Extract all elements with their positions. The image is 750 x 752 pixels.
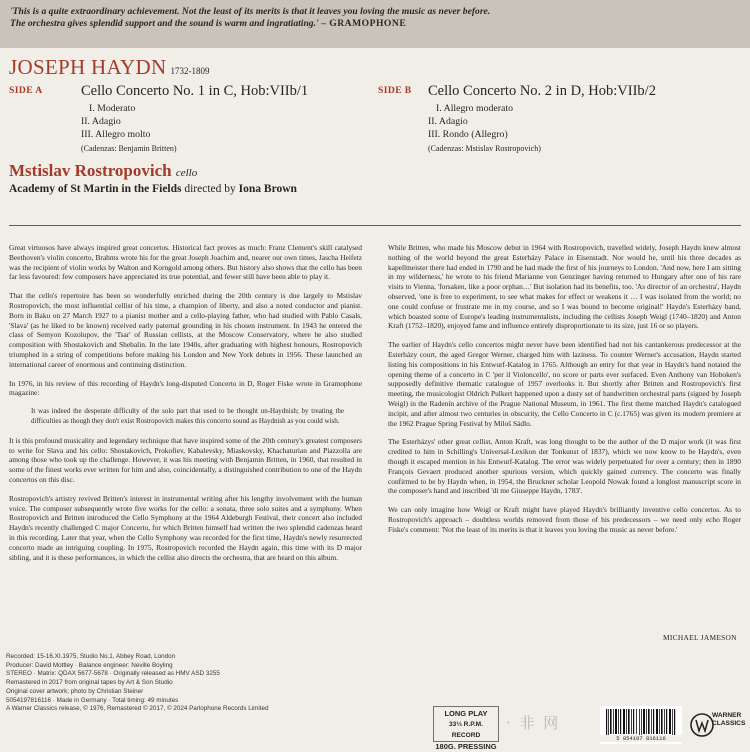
movement-item: II. Adagio: [428, 116, 468, 127]
orchestra-line: [9, 183, 297, 195]
movement-item: I. Allegro moderato: [436, 103, 513, 114]
credit-line: Original cover artwork; photo by Christian Steiner: [6, 687, 144, 695]
side-b-cadenzas: (Cadenzas: Mstislav Rostropovich): [428, 144, 541, 153]
block-quote: It was indeed the desperate difficulty of the solo part that used to be thought un-Haydnish; by treating the difficulties as though they don't exist Rostropovich makes this concerto sound as Haydnish as you could wish.: [31, 407, 344, 425]
movement-item: III. Rondo (Allegro): [428, 129, 508, 140]
paragraph: While Britten, who made his Moscow debut in 1964 with Rostropovich, travelled widely, Joseph Haydn knew almost nothing of the world beyond the great Esterházy Palace in Eisenstadt. Nor would he, until his three decades as kapellmeister there had ended in 1790 and he had made the first of his journeys to London. 'And now, here I am sitting in my wilderness,' he wrote to his friend Marianne von Genzinger having returned to Hungary after one of his rare visits to Vienna, 'forsaken, like a poor orphan…' But isolation had its benefits, too. 'As director of an orchestra', Haydn observed, 'one is free to experiment, to see what makes for effect or weakens it … I was isolated from the world; no one could confuse or frustrate me in my course, and so I was bound to become original!' Haydn's Esterházy band, which boasted some of Europe's leading instrumentalists, including the cellists Joseph Weigl (1740–1820) and Anton Kraft (1752–1820), enjoyed fame and influence entirely disproportionate to its size, just 16 or so players.: [388, 243, 741, 331]
lp-line: 180G. PRESSING: [435, 742, 497, 751]
composer-name: JOSEPH HAYDN: [9, 55, 167, 79]
paragraph: Rostropovich's artistry revived Britten's interest in instrumental writing after his lengthy involvement with the human voice. The composer subsequently wrote five works for the cello: a sonata, three solo suites and a symphony. When Rostropovich and Britten introduced the Cello Symphony at the 1964 Aldeburgh Festival, their concert also included Haydn's recently challenged C major Concerto, for which Britten himself had written the two splendid cadenzas heard in this recording. Later that year, when the Cello Symphony was recorded for the first time, Haydn's newly resurrected concerto made an intriguing coupling. In 1975, Rostropovich recorded the Haydn again, this time with its D major sibling, and it is these performances, in which the cellist also directs the orchestra, that are heard on this album.: [9, 493, 362, 562]
composer-heading: [9, 55, 209, 80]
directed-by: directed by: [184, 183, 236, 195]
credit-line: Producer: David Mottley · Balance engineer: Neville Boyling: [6, 661, 173, 669]
paragraph: The Esterházys' other great cellist, Anton Kraft, was long thought to be the author of the D major work (it was first credited to him in Schilling's Universal-Lexikon der Tonkunst of 1837), which we now know to be Haydn's, even though it escaped mention in his Entwurf-Katalog. The error was widely perpetuated for over a century; then in 1890 François Gevaert produced another spurious version, which quickly gained currency. The concerto was finally confirmed to be by Haydn when, in 1954, the Bruckner scholar Leopold Nowak found a longlost manuscript score in the composer's hand and inscribed 'di me Giuseppe Haydn, 1783'.: [388, 437, 741, 496]
quote-source: – GRAMOPHONE: [321, 18, 407, 29]
paragraph: That the cello's repertoire has been so wonderfully enriched during the 20th century is due largely to Mstislav Rostropovich, the most influential cellist of his time, a champion of liberty, and also a noted conductor and pianist. Born in Baku on 27 March 1927 to a pianist mother and a cello-playing father, who had studied with Pablo Casals, 'Slava' (as he liked to be known) received early paternal grounding in his chosen instrument. In 1943 he entered the class of Semyon Kozolupov, the 'Tsar' of Russian cellists, at the Moscow Conservatory, where he also studied composition with Shostakovich and Shebalin. In the late 1940s, after graduating with highest honours, Rostropovich triumphed in a string of competitions before making his London and New York debuts in 1956. These launched an international career of enormous and continuing distinction.: [9, 291, 362, 369]
recording-credits: [6, 653, 269, 714]
divider: [9, 225, 741, 226]
paragraph: Great virtuosos have always inspired great concertos. Historical fact proves as much: Franz Clement's skill catalysed Beethoven's violin concerto, Brahms wrote his for the great Joseph Joachim and, nearer our own times, Jascha Heifetz was the recipient of violin works by Walton and Korngold among others. But history also shows that the cello has been far less favoured: few composers have appreciated its true potential, and fewer still have been able to play it.: [9, 243, 362, 282]
movement-item: II. Adagio: [81, 116, 121, 127]
paragraph: In 1976, in his review of this recording of Haydn's long-disputed Concerto in D, Roger Fiske wrote in Gramophone magazine:: [9, 378, 362, 398]
movement-item: III. Allegro molto: [81, 129, 151, 140]
credit-line: Remastered in 2017 from original tapes by Art & Son Studio: [6, 679, 173, 687]
side-b-movements: [428, 102, 513, 141]
press-quote: [0, 0, 750, 48]
side-b-work-title: Cello Concerto No. 2 in D, Hob:VIIb/2: [428, 83, 656, 99]
soloist-name: Mstislav Rostropovich: [9, 161, 172, 180]
side-b-tag: SIDE B: [378, 85, 412, 96]
paragraph: We can only imagine how Weigl or Kraft might have played Haydn's brilliantly inventive cello concertos. As to Rostropovich's approach – doubtless worlds removed from those of his predecessors – we need only echo Roger Fiske's comment: 'Not the least of its merits is that it leaves you loving the music as never before.': [388, 505, 741, 534]
paragraph: It is this profound musicality and legendary technique that have inspired some of the 20th century's greatest composers to write for Slava and his cello: Shostakovich, Prokofiev, Kabalevsky, Miaskovsky, Khachaturian and Piazzolla are among those who took up the challenge. However, it was his meeting with Benjamin Britten, in 1960, that resulted in some of the finest works ever written for him and also, coincidentally, a distinguished contribution to one of the Haydn concertos on this disc.: [9, 435, 362, 484]
side-a-movements: [81, 102, 150, 141]
logo-line: CLASSICS: [712, 720, 746, 727]
paragraph: The earlier of Haydn's cello concertos might never have been identified had not his cantankerous predecessor at the Esterházy court, the aged Gregor Werner, charged him with laziness. To counter Werner's accusation, Haydn started listing his compositions in his Entwurf-Katalog in 1765. Although an entry for that year in Haydn's hand notated the opening theme of a concerto in C 'per il Violoncello', no score or parts ever surfaced. Even Anthony van Hoboken's supposedly definitive thematic catalogue of 1957 overlooks it. But shortly after Britten and Rostropovich's first meeting, the musicologist Oldrich Pulkert happened upon a dusty set of handwritten orchestral parts (signed by Joseph Weigl) in the Radenín archive of the Prague National Museum, in 1961. The first theme matched Haydn's catalogued incipit, and after almost two centuries in obscurity, the Cello Concerto in C (c.1765) was given its modern premiere at the 1962 Prague Spring Festival by Miloš Sádlo.: [388, 340, 741, 428]
quote-line-2: The orchestra gives splendid support and the sound is warm and ingratiating.': [10, 18, 319, 29]
director-name: Iona Brown: [238, 183, 297, 195]
barcode-number: 5 054197 816116: [600, 735, 682, 742]
liner-notes-right: [388, 243, 741, 544]
side-a-work-title: Cello Concerto No. 1 in C, Hob:VIIb/1: [81, 83, 309, 99]
logo-text: [712, 712, 745, 728]
credit-line: Recorded: 15-16.XI.1975, Studio No.1, Abbey Road, London: [6, 653, 176, 660]
credit-line: STEREO · Matrix: QDAX 5677-5678 · Originally released as HMV ASD 3255: [6, 670, 220, 678]
lp-line: 33⅓ R.P.M. RECORD: [449, 721, 483, 739]
liner-notes-left: [9, 243, 362, 571]
credit-line: 5054197816116 · Made in Germany · Total timing: 49 minutes: [6, 696, 179, 704]
quote-line-1: 'This is a quite extraordinary achievement. Not the least of its merits is that it leaves you loving the music as never before.: [10, 6, 491, 17]
movement-item: I. Moderato: [89, 103, 136, 114]
credit-line: A Warner Classics release, © 1976, Remastered © 2017, © 2024 Parlophone Records Limited: [6, 705, 269, 713]
watermark: · 非 网: [506, 714, 561, 732]
lp-format-badge: [433, 706, 499, 751]
notes-author: MICHAEL JAMESON: [663, 633, 737, 642]
soloist-role: cello: [175, 167, 198, 179]
soloist: [9, 161, 197, 181]
logo-line: WARNER: [712, 712, 742, 719]
orchestra-name: Academy of St Martin in the Fields: [9, 183, 182, 195]
lp-line: LONG PLAY: [444, 709, 488, 718]
composer-dates: 1732-1809: [170, 66, 210, 76]
side-a-tag: SIDE A: [9, 85, 43, 96]
side-a-cadenzas: (Cadenzas: Benjamin Britten): [81, 144, 177, 153]
